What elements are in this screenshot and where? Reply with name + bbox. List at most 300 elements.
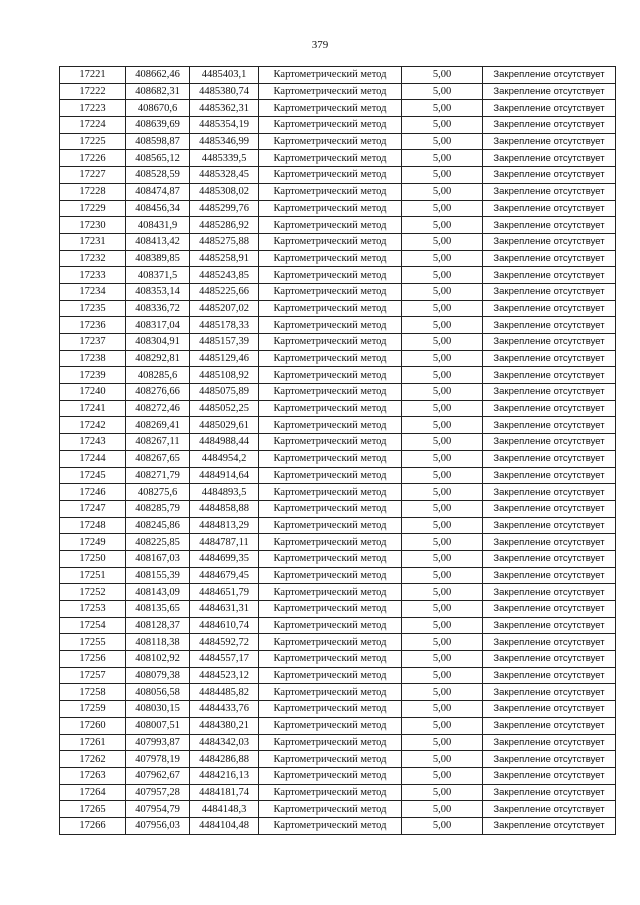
precision-cell: 5,00 [402,317,483,334]
table-row [60,250,616,267]
method-cell: Картометрический метод [259,67,402,84]
method-cell: Картометрический метод [259,133,402,150]
y-coordinate-cell: 4485339,5 [190,150,259,167]
x-coordinate-cell: 408269,41 [126,417,190,434]
fixation-cell: Закрепление отсутствует [483,167,616,184]
x-coordinate-cell: 408143,09 [126,584,190,601]
y-coordinate-cell: 4484893,5 [190,484,259,501]
point-number-cell: 17229 [60,200,126,217]
precision-cell: 5,00 [402,233,483,250]
fixation-cell: Закрепление отсутствует [483,100,616,117]
fixation-cell: Закрепление отсутствует [483,684,616,701]
method-cell: Картометрический метод [259,167,402,184]
y-coordinate-cell: 4485328,45 [190,167,259,184]
page-number: 379 [311,39,329,51]
table-row [60,517,616,534]
point-number-cell: 17254 [60,617,126,634]
y-coordinate-cell: 4485308,02 [190,183,259,200]
precision-cell: 5,00 [402,67,483,84]
method-cell: Картометрический метод [259,200,402,217]
point-number-cell: 17228 [60,183,126,200]
table-row [60,450,616,467]
y-coordinate-cell: 4484216,13 [190,767,259,784]
precision-cell: 5,00 [402,617,483,634]
fixation-cell: Закрепление отсутствует [483,701,616,718]
precision-cell: 5,00 [402,817,483,834]
method-cell: Картометрический метод [259,100,402,117]
method-cell: Картометрический метод [259,734,402,751]
table-row [60,83,616,100]
table-row [60,734,616,751]
x-coordinate-cell: 408007,51 [126,717,190,734]
x-coordinate-cell: 408353,14 [126,283,190,300]
fixation-cell: Закрепление отсутствует [483,734,616,751]
point-number-cell: 17226 [60,150,126,167]
point-number-cell: 17238 [60,350,126,367]
y-coordinate-cell: 4485207,02 [190,300,259,317]
point-number-cell: 17247 [60,500,126,517]
x-coordinate-cell: 408662,46 [126,67,190,84]
y-coordinate-cell: 4485075,89 [190,384,259,401]
y-coordinate-cell: 4485029,61 [190,417,259,434]
table-row [60,617,616,634]
precision-cell: 5,00 [402,550,483,567]
y-coordinate-cell: 4485108,92 [190,367,259,384]
point-number-cell: 17237 [60,334,126,351]
x-coordinate-cell: 408565,12 [126,150,190,167]
precision-cell: 5,00 [402,267,483,284]
y-coordinate-cell: 4484651,79 [190,584,259,601]
fixation-cell: Закрепление отсутствует [483,384,616,401]
precision-cell: 5,00 [402,584,483,601]
fixation-cell: Закрепление отсутствует [483,267,616,284]
point-number-cell: 17255 [60,634,126,651]
table-row [60,751,616,768]
fixation-cell: Закрепление отсутствует [483,300,616,317]
x-coordinate-cell: 408670,6 [126,100,190,117]
fixation-cell: Закрепление отсутствует [483,183,616,200]
x-coordinate-cell: 408304,91 [126,334,190,351]
point-number-cell: 17235 [60,300,126,317]
x-coordinate-cell: 407993,87 [126,734,190,751]
x-coordinate-cell: 408682,31 [126,83,190,100]
table-row [60,117,616,134]
x-coordinate-cell: 407978,19 [126,751,190,768]
table-row [60,667,616,684]
x-coordinate-cell: 408245,86 [126,517,190,534]
precision-cell: 5,00 [402,734,483,751]
table-row [60,334,616,351]
table-row [60,233,616,250]
precision-cell: 5,00 [402,767,483,784]
method-cell: Картометрический метод [259,400,402,417]
x-coordinate-cell: 408276,66 [126,384,190,401]
precision-cell: 5,00 [402,434,483,451]
fixation-cell: Закрепление отсутствует [483,784,616,801]
precision-cell: 5,00 [402,417,483,434]
x-coordinate-cell: 407957,28 [126,784,190,801]
point-number-cell: 17256 [60,651,126,668]
x-coordinate-cell: 408267,65 [126,450,190,467]
point-number-cell: 17259 [60,701,126,718]
precision-cell: 5,00 [402,500,483,517]
fixation-cell: Закрепление отсутствует [483,601,616,618]
fixation-cell: Закрепление отсутствует [483,350,616,367]
precision-cell: 5,00 [402,651,483,668]
method-cell: Картометрический метод [259,801,402,818]
point-number-cell: 17245 [60,467,126,484]
table-row [60,784,616,801]
point-number-cell: 17234 [60,283,126,300]
point-number-cell: 17265 [60,801,126,818]
y-coordinate-cell: 4484592,72 [190,634,259,651]
table-row [60,434,616,451]
method-cell: Картометрический метод [259,651,402,668]
table-row [60,550,616,567]
table-row [60,384,616,401]
y-coordinate-cell: 4485354,19 [190,117,259,134]
point-number-cell: 17261 [60,734,126,751]
method-cell: Картометрический метод [259,317,402,334]
fixation-cell: Закрепление отсутствует [483,500,616,517]
table-row [60,567,616,584]
fixation-cell: Закрепление отсутствует [483,617,616,634]
y-coordinate-cell: 4484104,48 [190,817,259,834]
x-coordinate-cell: 408056,58 [126,684,190,701]
table-row [60,367,616,384]
precision-cell: 5,00 [402,300,483,317]
y-coordinate-cell: 4485052,25 [190,400,259,417]
point-number-cell: 17262 [60,751,126,768]
fixation-cell: Закрепление отсутствует [483,434,616,451]
x-coordinate-cell: 408474,87 [126,183,190,200]
point-number-cell: 17253 [60,601,126,618]
x-coordinate-cell: 408431,9 [126,217,190,234]
method-cell: Картометрический метод [259,717,402,734]
point-number-cell: 17224 [60,117,126,134]
point-number-cell: 17260 [60,717,126,734]
y-coordinate-cell: 4484610,74 [190,617,259,634]
y-coordinate-cell: 4484523,12 [190,667,259,684]
precision-cell: 5,00 [402,367,483,384]
table-row [60,150,616,167]
precision-cell: 5,00 [402,133,483,150]
method-cell: Картометрический метод [259,517,402,534]
x-coordinate-cell: 408275,6 [126,484,190,501]
table-row [60,133,616,150]
precision-cell: 5,00 [402,784,483,801]
precision-cell: 5,00 [402,100,483,117]
point-number-cell: 17236 [60,317,126,334]
method-cell: Картометрический метод [259,550,402,567]
precision-cell: 5,00 [402,283,483,300]
fixation-cell: Закрепление отсутствует [483,150,616,167]
point-number-cell: 17233 [60,267,126,284]
fixation-cell: Закрепление отсутствует [483,484,616,501]
method-cell: Картометрический метод [259,617,402,634]
precision-cell: 5,00 [402,484,483,501]
y-coordinate-cell: 4485362,31 [190,100,259,117]
method-cell: Картометрический метод [259,83,402,100]
y-coordinate-cell: 4485403,1 [190,67,259,84]
y-coordinate-cell: 4485129,46 [190,350,259,367]
fixation-cell: Закрепление отсутствует [483,634,616,651]
table-row [60,801,616,818]
fixation-cell: Закрепление отсутствует [483,751,616,768]
point-number-cell: 17230 [60,217,126,234]
method-cell: Картометрический метод [259,367,402,384]
fixation-cell: Закрепление отсутствует [483,367,616,384]
precision-cell: 5,00 [402,350,483,367]
point-number-cell: 17246 [60,484,126,501]
table-row [60,534,616,551]
table-row [60,167,616,184]
point-number-cell: 17257 [60,667,126,684]
point-number-cell: 17227 [60,167,126,184]
fixation-cell: Закрепление отсутствует [483,417,616,434]
table-row [60,500,616,517]
y-coordinate-cell: 4484988,44 [190,434,259,451]
y-coordinate-cell: 4484286,88 [190,751,259,768]
method-cell: Картометрический метод [259,384,402,401]
method-cell: Картометрический метод [259,283,402,300]
fixation-cell: Закрепление отсутствует [483,334,616,351]
method-cell: Картометрический метод [259,601,402,618]
x-coordinate-cell: 408317,04 [126,317,190,334]
y-coordinate-cell: 4484954,2 [190,450,259,467]
method-cell: Картометрический метод [259,767,402,784]
x-coordinate-cell: 408271,79 [126,467,190,484]
fixation-cell: Закрепление отсутствует [483,67,616,84]
method-cell: Картометрический метод [259,417,402,434]
x-coordinate-cell: 408030,15 [126,701,190,718]
table-row [60,484,616,501]
x-coordinate-cell: 408598,87 [126,133,190,150]
method-cell: Картометрический метод [259,300,402,317]
point-number-cell: 17232 [60,250,126,267]
method-cell: Картометрический метод [259,634,402,651]
method-cell: Картометрический метод [259,784,402,801]
table-row [60,283,616,300]
x-coordinate-cell: 408371,5 [126,267,190,284]
precision-cell: 5,00 [402,684,483,701]
x-coordinate-cell: 408167,03 [126,550,190,567]
table-row [60,817,616,834]
table-row [60,651,616,668]
x-coordinate-cell: 408118,38 [126,634,190,651]
fixation-cell: Закрепление отсутствует [483,400,616,417]
fixation-cell: Закрепление отсутствует [483,667,616,684]
coordinates-table [59,66,616,835]
table-row [60,300,616,317]
coordinates-table-body [60,67,616,835]
fixation-cell: Закрепление отсутствует [483,717,616,734]
precision-cell: 5,00 [402,751,483,768]
precision-cell: 5,00 [402,83,483,100]
method-cell: Картометрический метод [259,500,402,517]
x-coordinate-cell: 408102,92 [126,651,190,668]
method-cell: Картометрический метод [259,817,402,834]
fixation-cell: Закрепление отсутствует [483,801,616,818]
method-cell: Картометрический метод [259,267,402,284]
point-number-cell: 17223 [60,100,126,117]
point-number-cell: 17263 [60,767,126,784]
table-row [60,467,616,484]
fixation-cell: Закрепление отсутствует [483,117,616,134]
fixation-cell: Закрепление отсутствует [483,467,616,484]
method-cell: Картометрический метод [259,534,402,551]
precision-cell: 5,00 [402,217,483,234]
x-coordinate-cell: 408079,38 [126,667,190,684]
method-cell: Картометрический метод [259,183,402,200]
y-coordinate-cell: 4485346,99 [190,133,259,150]
table-row [60,267,616,284]
x-coordinate-cell: 408292,81 [126,350,190,367]
point-number-cell: 17251 [60,567,126,584]
point-number-cell: 17249 [60,534,126,551]
precision-cell: 5,00 [402,400,483,417]
x-coordinate-cell: 408389,85 [126,250,190,267]
precision-cell: 5,00 [402,634,483,651]
x-coordinate-cell: 408225,85 [126,534,190,551]
point-number-cell: 17250 [60,550,126,567]
x-coordinate-cell: 408267,11 [126,434,190,451]
precision-cell: 5,00 [402,717,483,734]
y-coordinate-cell: 4485258,91 [190,250,259,267]
y-coordinate-cell: 4484557,17 [190,651,259,668]
table-row [60,701,616,718]
fixation-cell: Закрепление отсутствует [483,550,616,567]
fixation-cell: Закрепление отсутствует [483,450,616,467]
method-cell: Картометрический метод [259,150,402,167]
fixation-cell: Закрепление отсутствует [483,767,616,784]
x-coordinate-cell: 408155,39 [126,567,190,584]
fixation-cell: Закрепление отсутствует [483,317,616,334]
table-row [60,217,616,234]
table-row [60,350,616,367]
table-row [60,317,616,334]
point-number-cell: 17225 [60,133,126,150]
y-coordinate-cell: 4485275,88 [190,233,259,250]
x-coordinate-cell: 408528,59 [126,167,190,184]
precision-cell: 5,00 [402,183,483,200]
fixation-cell: Закрепление отсутствует [483,517,616,534]
method-cell: Картометрический метод [259,217,402,234]
y-coordinate-cell: 4484433,76 [190,701,259,718]
method-cell: Картометрический метод [259,350,402,367]
precision-cell: 5,00 [402,801,483,818]
point-number-cell: 17266 [60,817,126,834]
table-row [60,634,616,651]
y-coordinate-cell: 4485380,74 [190,83,259,100]
point-number-cell: 17240 [60,384,126,401]
precision-cell: 5,00 [402,467,483,484]
y-coordinate-cell: 4484699,35 [190,550,259,567]
x-coordinate-cell: 408135,65 [126,601,190,618]
precision-cell: 5,00 [402,601,483,618]
y-coordinate-cell: 4484342,03 [190,734,259,751]
precision-cell: 5,00 [402,167,483,184]
table-row [60,767,616,784]
table-row [60,183,616,200]
point-number-cell: 17239 [60,367,126,384]
method-cell: Картометрический метод [259,567,402,584]
method-cell: Картометрический метод [259,667,402,684]
y-coordinate-cell: 4485299,76 [190,200,259,217]
fixation-cell: Закрепление отсутствует [483,817,616,834]
method-cell: Картометрический метод [259,584,402,601]
point-number-cell: 17264 [60,784,126,801]
point-number-cell: 17244 [60,450,126,467]
y-coordinate-cell: 4484485,82 [190,684,259,701]
x-coordinate-cell: 407962,67 [126,767,190,784]
x-coordinate-cell: 408639,69 [126,117,190,134]
method-cell: Картометрический метод [259,117,402,134]
x-coordinate-cell: 408128,37 [126,617,190,634]
x-coordinate-cell: 408285,6 [126,367,190,384]
x-coordinate-cell: 408336,72 [126,300,190,317]
table-row [60,601,616,618]
point-number-cell: 17243 [60,434,126,451]
x-coordinate-cell: 407954,79 [126,801,190,818]
point-number-cell: 17241 [60,400,126,417]
table-row [60,100,616,117]
method-cell: Картометрический метод [259,751,402,768]
table-row [60,400,616,417]
point-number-cell: 17222 [60,83,126,100]
method-cell: Картометрический метод [259,334,402,351]
precision-cell: 5,00 [402,450,483,467]
fixation-cell: Закрепление отсутствует [483,651,616,668]
point-number-cell: 17248 [60,517,126,534]
precision-cell: 5,00 [402,150,483,167]
point-number-cell: 17258 [60,684,126,701]
table-row [60,584,616,601]
fixation-cell: Закрепление отсутствует [483,534,616,551]
point-number-cell: 17231 [60,233,126,250]
table-row [60,417,616,434]
x-coordinate-cell: 408285,79 [126,500,190,517]
y-coordinate-cell: 4485225,66 [190,283,259,300]
method-cell: Картометрический метод [259,701,402,718]
point-number-cell: 17252 [60,584,126,601]
method-cell: Картометрический метод [259,233,402,250]
x-coordinate-cell: 408456,34 [126,200,190,217]
fixation-cell: Закрепление отсутствует [483,584,616,601]
fixation-cell: Закрепление отсутствует [483,233,616,250]
y-coordinate-cell: 4484181,74 [190,784,259,801]
fixation-cell: Закрепление отсутствует [483,217,616,234]
y-coordinate-cell: 4484858,88 [190,500,259,517]
precision-cell: 5,00 [402,117,483,134]
method-cell: Картометрический метод [259,484,402,501]
y-coordinate-cell: 4484787,11 [190,534,259,551]
y-coordinate-cell: 4484813,29 [190,517,259,534]
point-number-cell: 17221 [60,67,126,84]
x-coordinate-cell: 408272,46 [126,400,190,417]
precision-cell: 5,00 [402,250,483,267]
method-cell: Картометрический метод [259,434,402,451]
table-row [60,67,616,84]
precision-cell: 5,00 [402,384,483,401]
table-row [60,717,616,734]
y-coordinate-cell: 4485286,92 [190,217,259,234]
precision-cell: 5,00 [402,567,483,584]
fixation-cell: Закрепление отсутствует [483,283,616,300]
y-coordinate-cell: 4484380,21 [190,717,259,734]
method-cell: Картометрический метод [259,467,402,484]
y-coordinate-cell: 4484631,31 [190,601,259,618]
